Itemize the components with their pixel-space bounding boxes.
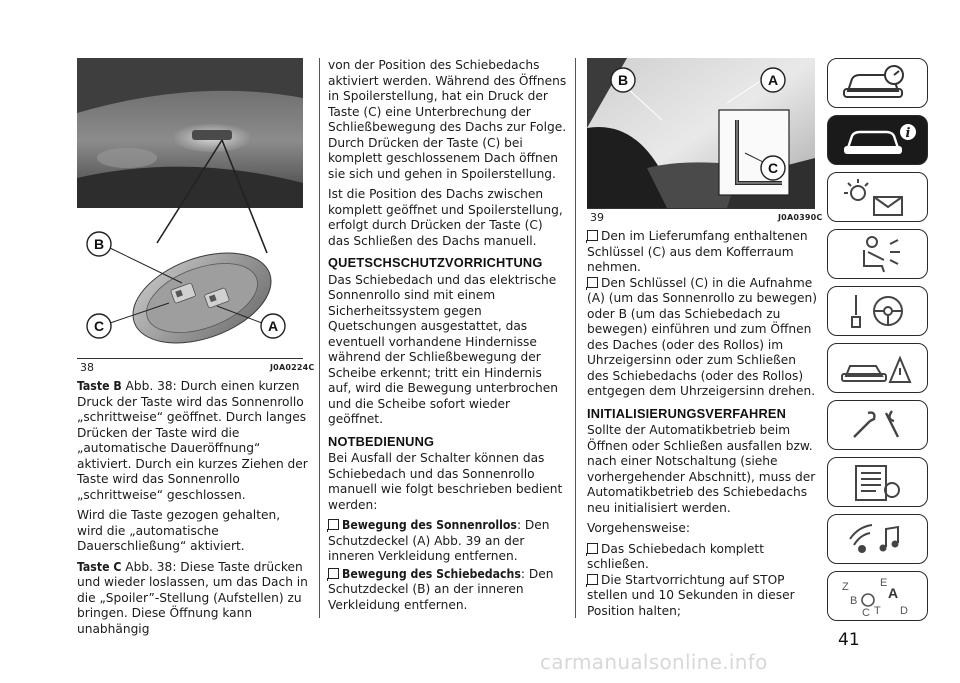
svg-text:Z: Z — [842, 581, 849, 593]
paragraph: Bei Ausfall der Schalter können das Schiebedach und das Sonnenrollo manuell wie folgt beschrieben bedient werden: — [328, 451, 563, 512]
figure-code: J0A0390C — [778, 213, 823, 222]
callout-label — [611, 68, 635, 92]
bullet-item: Bewegung des Sonnenrollos: Den Schutzdeckel (A) Abb. 39 an der inneren Verkleidung entfernen. — [328, 518, 550, 563]
tab-lights-messages[interactable] — [827, 172, 928, 222]
bullet-icon — [587, 543, 598, 554]
bullet-icon — [587, 574, 598, 585]
maintenance-tools-icon — [828, 401, 928, 449]
paragraph: Vorgehensweise: — [587, 521, 690, 535]
bullet-item: Bewegung des Schiebedachs: Den Schutzdeckel (B) an der inneren Verkleidung entfernen. — [328, 566, 554, 612]
bullet-item: Die Startvorrichtung auf STOP stellen und 10 Sekunden in dieser Position halten; — [587, 572, 795, 618]
airbag-seat-icon — [828, 230, 928, 278]
figure-number: 38 — [80, 361, 94, 374]
bullet-item: Den Schlüssel (C) in die Aufnahme (A) (um das Sonnenrollo zu bewegen) oder B (um das Schiebedach zu bewegen) einführen und zum Öffnen des Daches (oder des Rollos) im Uhrzeigersinn oder zum Schließen des Schiebedachs (oder des Rollos) entgegen dem Uhrzeigersinn drehen. — [587, 275, 817, 398]
column-divider — [319, 58, 320, 618]
tab-maintenance[interactable] — [827, 400, 928, 450]
emergency-warning-icon — [828, 344, 928, 392]
figure-rule — [587, 208, 815, 209]
svg-text:B: B — [617, 72, 629, 88]
svg-text:C: C — [862, 607, 870, 619]
callout-label — [87, 232, 111, 256]
paragraph: von der Position des Schiebedachs aktiviert werden. Während des Öffnens in Spoilerstellung, hat ein Druck der Taste (C) eine Unterbrechung der Schließbewegung des Dachs zur Folge. Durch Drücken der Taste (C) bei komplett geschlossenem Dach öffnen sie sich und gehen in Spoilerstellung. — [328, 58, 567, 181]
callout-label — [761, 156, 785, 180]
tab-car-info[interactable] — [827, 115, 928, 165]
tab-starting-driving[interactable] — [827, 286, 928, 336]
callout-label — [87, 314, 111, 338]
bullet-item: Den im Lieferumfang enthaltenen Schlüssel (C) aus dem Kofferraum nehmen. — [587, 229, 808, 274]
manual-key-illustration — [587, 58, 815, 208]
paragraph: Taste B Abb. 38: Durch einen kurzen Druck der Taste wird das Sonnenrollo „schrittweise“ geöffnet. Durch langes Drücken der Taste wird die „automatische Daueröffnung“ aktiviert. Durch ein kurzes Ziehen der Taste wird das Sonnenrollo „schrittweise“ geschlossen. — [77, 379, 308, 502]
technical-data-icon — [828, 458, 928, 506]
paragraph: Wird die Taste gezogen gehalten, wird die „automatische Dauerschließung“ aktiviert. — [77, 508, 281, 553]
tab-car-dashboard[interactable] — [827, 58, 928, 108]
lights-message-icon — [828, 173, 928, 221]
text-column-1 — [77, 379, 309, 642]
svg-text:E: E — [880, 577, 888, 589]
svg-text:C: C — [93, 318, 105, 334]
tab-multimedia[interactable] — [827, 514, 928, 564]
starting-driving-icon — [828, 287, 928, 335]
bullet-icon — [328, 519, 339, 530]
figure-number: 39 — [590, 211, 604, 224]
footer-watermark[interactable]: carmanualsonline.info — [540, 650, 768, 674]
paragraph: Das Schiebedach und das elektrische Sonnenrollo sind mit einem Sicherheitssystem gegen Quetschungen ausgestattet, das eventuell vorhandene Hindernisse während der Schließbewegung der Scheibe erkennt; tritt ein Hindernis auf, wird die Bewegung unterbrochen und die Scheibe sofort wieder geöffnet. — [328, 272, 558, 426]
section-heading: NOTBEDIENUNG — [328, 433, 435, 449]
bullet-icon — [328, 568, 339, 579]
page-number: 41 — [838, 630, 860, 650]
svg-text:A: A — [767, 72, 779, 88]
text-column-3 — [587, 229, 819, 624]
sunroof-control-illustration — [77, 58, 303, 358]
svg-text:B: B — [850, 595, 858, 607]
text-column-2 — [328, 58, 568, 618]
callout-label — [261, 314, 285, 338]
bullet-icon — [587, 230, 598, 241]
car-dashboard-icon — [828, 59, 928, 107]
tab-emergency[interactable] — [827, 343, 928, 393]
svg-text:A: A — [888, 585, 899, 601]
section-heading: QUETSCHSCHUTZVORRICHTUNG — [328, 255, 543, 270]
section-heading: INITIALISIERUNGSVERFAHREN — [587, 405, 787, 421]
paragraph: Ist die Position des Dachs zwischen komplett geöffnet und Spoilerstellung, erfolgt durch Drücken der Taste (C) das Schließen des Dachs manuell. — [328, 187, 563, 248]
figure-rule — [77, 358, 303, 359]
car-info-icon — [828, 116, 928, 164]
tab-technical-data[interactable] — [827, 457, 928, 507]
column-divider — [575, 58, 576, 618]
svg-text:A: A — [267, 318, 279, 334]
figure-code: J0A0224C — [270, 363, 315, 372]
callout-label — [761, 68, 785, 92]
paragraph: Taste C Abb. 38: Diese Taste drücken und wieder loslassen, um das Dach in die „Spoiler”-Stellung (Aufstellen) zu bringen. Diese Öffnung kann unabhängig — [77, 559, 308, 636]
bullet-icon — [587, 277, 598, 288]
svg-text:T: T — [874, 605, 881, 617]
svg-text:i: i — [905, 126, 911, 141]
tab-index[interactable] — [827, 571, 928, 621]
figure-38 — [77, 58, 303, 358]
svg-text:D: D — [900, 605, 908, 617]
alphabetical-index-icon — [828, 572, 928, 620]
multimedia-icon — [828, 515, 928, 563]
svg-text:C: C — [767, 160, 779, 176]
bullet-item: Das Schiebedach komplett schließen. — [587, 541, 764, 571]
tab-safety[interactable] — [827, 229, 928, 279]
svg-text:B: B — [93, 236, 105, 252]
paragraph: Sollte der Automatikbetrieb beim Öffnen oder Schließen ausfallen bzw. nach einer Notschaltung (siehe vorhergehender Abschnitt), muss der Automatikbetrieb des Schiebedachs neu initialisiert werden. — [587, 423, 816, 515]
figure-39 — [587, 58, 815, 208]
